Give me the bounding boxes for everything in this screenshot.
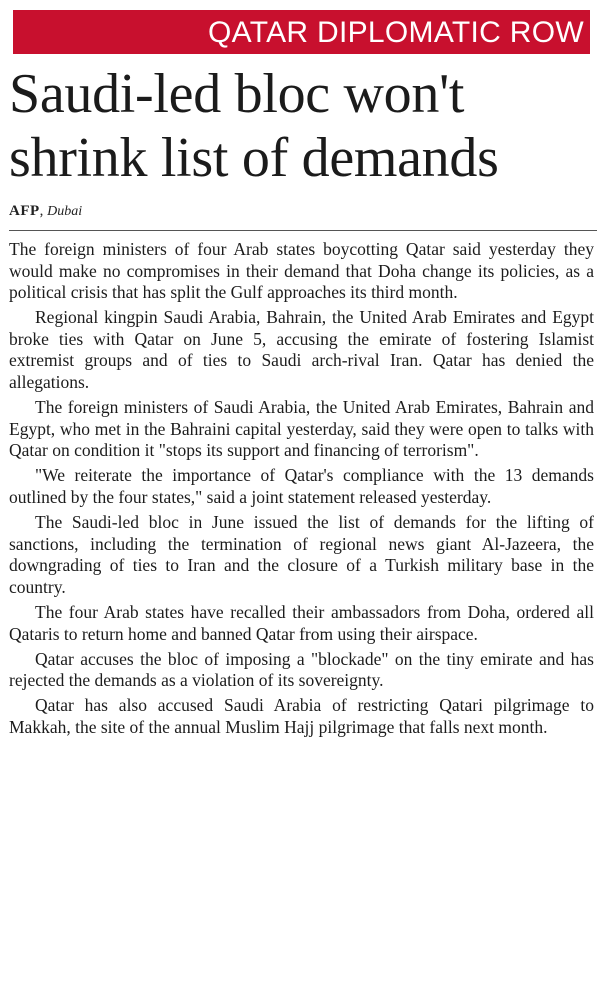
- byline-agency: AFP: [9, 203, 40, 219]
- byline: [9, 203, 82, 220]
- byline-location: Dubai: [47, 204, 83, 219]
- article-paragraph: Qatar accuses the bloc of imposing a "blockade" on the tiny emirate and has rejected the demands as a violation of its sovereignty.: [9, 648, 594, 691]
- article-paragraph: Qatar has also accused Saudi Arabia of restricting Qatari pilgrimage to Makkah, the site of the annual Muslim Hajj pilgrimage that falls next month.: [9, 695, 594, 737]
- article-paragraph: The foreign ministers of four Arab states boycotting Qatar said yesterday they would make no compromises in their demand that Doha change its policies, as a political crisis that has split the Gulf approaches its third month.: [9, 239, 594, 303]
- article-paragraph: The foreign ministers of Saudi Arabia, the United Arab Emirates, Bahrain and Egypt, who met in the Bahraini capital yesterday, said they were open to talks with Qatar on condition it "stops its support and financing of terrorism".: [9, 397, 594, 461]
- article-body: [9, 239, 594, 742]
- article-paragraph: The four Arab states have recalled their ambassadors from Doha, ordered all Qataris to return home and banned Qatar from using their airspace.: [9, 602, 594, 644]
- byline-divider: [9, 230, 597, 231]
- headline: Saudi-led bloc won't shrink list of demands: [9, 63, 499, 189]
- section-banner-label: QATAR DIPLOMATIC ROW: [207, 16, 584, 49]
- article-paragraph: "We reiterate the importance of Qatar's compliance with the 13 demands outlined by the four states," said a joint statement released yesterday.: [9, 465, 594, 508]
- article-paragraph: The Saudi-led bloc in June issued the list of demands for the lifting of sanctions, including the termination of regional news giant Al-Jazeera, the downgrading of ties to Iran and the closure of a Turkish military base in the country.: [9, 512, 594, 597]
- byline-separator: ,: [39, 203, 44, 219]
- section-banner: [8, 10, 590, 54]
- article-paragraph: Regional kingpin Saudi Arabia, Bahrain, the United Arab Emirates and Egypt broke ties with Qatar on June 5, accusing the emirate of fostering Islamist extremist groups and of ties to Saudi arch-rival Iran. Qatar has denied the allegations.: [9, 307, 594, 393]
